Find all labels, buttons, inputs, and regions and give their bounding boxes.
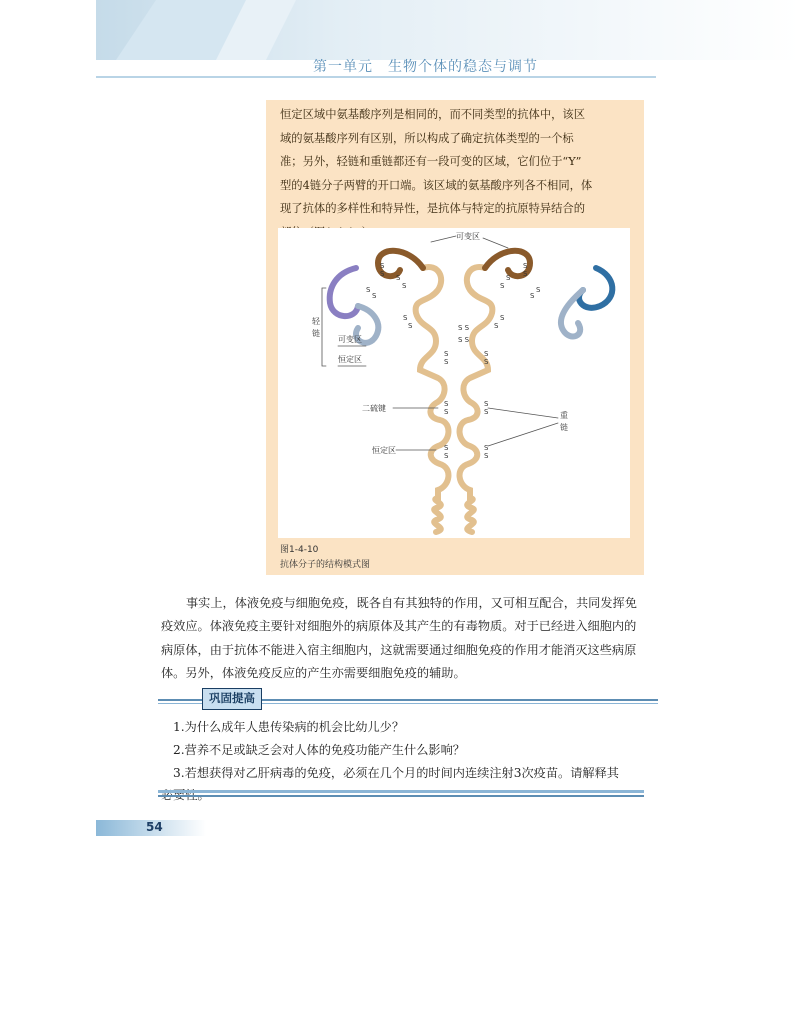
- svg-text:S: S: [444, 400, 449, 408]
- info-line: 准；另外，轻链和重链都还有一段可变的区域，它们位于“Y”: [280, 155, 582, 168]
- svg-text:S: S: [444, 408, 449, 416]
- light-chain-right-constant: [561, 290, 583, 336]
- svg-text:S: S: [444, 350, 449, 358]
- header-rule: [96, 76, 656, 78]
- antibody-figure: [278, 228, 630, 538]
- label-light-variable: 可变区: [338, 335, 362, 344]
- label-disulfide: 二硫键: [362, 404, 386, 413]
- svg-text:S: S: [500, 314, 505, 322]
- label-light-chain-2: 链: [312, 329, 320, 338]
- svg-text:S: S: [444, 452, 449, 460]
- question-2: 2.营养不足或缺乏会对人体的免疫功能产生什么影响？: [173, 743, 465, 757]
- disulfide-bonds: [366, 262, 541, 460]
- running-header: 第一单元 生物个体的稳态与调节: [313, 59, 538, 75]
- figure-caption: 抗体分子的结构模式图: [280, 560, 371, 570]
- label-light-constant: 恒定区: [338, 355, 362, 364]
- label-heavy-chain-2: 链: [560, 423, 568, 432]
- svg-text:S: S: [366, 286, 371, 294]
- svg-text:S: S: [484, 358, 489, 366]
- light-chain-left-variable: [330, 268, 358, 316]
- info-line: 现了抗体的多样性和特异性，是抗体与特定的抗原特异结合的: [280, 202, 586, 215]
- svg-text:S: S: [484, 408, 489, 416]
- info-line: 域的氨基酸序列有区别，所以构成了确定抗体类型的一个标: [280, 131, 574, 145]
- page-number: 54: [146, 820, 163, 834]
- info-box-text: [280, 103, 632, 244]
- label-heavy-chain: 重: [560, 411, 568, 420]
- info-line: 恒定区域中氨基酸序列是相同的，而不同类型的抗体中，该区: [280, 108, 586, 121]
- svg-text:S: S: [403, 314, 408, 322]
- svg-text:S: S: [444, 358, 449, 366]
- bottom-rule-2: [158, 795, 644, 797]
- info-line: 型的4链分子两臂的开口端。该区域的氨基酸序列各不相同，体: [280, 178, 593, 192]
- body-paragraph: 事实上，体液免疫与细胞免疫，既各自有其独特的作用，又可相互配合，共同发挥免疫效应。体液免疫主要针对细胞外的病原体及其产生的有毒物质。对于已经进入细胞内的病原体，由于抗体不能进入宿主细胞内，这就需要通过细胞免疫的作用才能消灭这些病原体。另外，体液免疫反应的产生亦需要细胞免疫的辅助。: [161, 596, 637, 680]
- svg-text:S: S: [530, 292, 535, 300]
- label-constant: 恒定区: [372, 446, 396, 455]
- svg-text:S: S: [500, 282, 505, 290]
- heavy-variable-left: [378, 251, 423, 276]
- header-decoration: [96, 0, 800, 60]
- svg-text:S S: S S: [458, 324, 470, 332]
- figure-caption-number: 图1-4-10: [280, 545, 319, 555]
- svg-text:S: S: [372, 292, 377, 300]
- bottom-rule: [158, 790, 644, 793]
- svg-text:S: S: [408, 322, 413, 330]
- svg-text:S: S: [523, 270, 528, 278]
- svg-text:S: S: [396, 274, 401, 282]
- svg-text:S: S: [484, 350, 489, 358]
- svg-text:S S: S S: [458, 336, 470, 344]
- svg-text:S: S: [484, 444, 489, 452]
- svg-text:S: S: [536, 286, 541, 294]
- svg-text:S: S: [444, 444, 449, 452]
- antibody-diagram: [278, 228, 630, 538]
- question-1: 1.为什么成年人患传染病的机会比幼儿少？: [173, 720, 405, 734]
- label-light-chain: 轻: [312, 317, 320, 326]
- svg-text:S: S: [484, 452, 489, 460]
- question-3: 3.若想获得对乙肝病毒的免疫，必须在几个月的时间内连续注射3次疫苗。请解释其: [173, 766, 619, 780]
- label-variable-region: 可变区: [456, 232, 480, 241]
- svg-text:S: S: [506, 274, 511, 282]
- svg-text:S: S: [380, 270, 385, 278]
- svg-text:S: S: [380, 262, 385, 270]
- svg-text:S: S: [523, 262, 528, 270]
- svg-text:S: S: [484, 400, 489, 408]
- svg-text:S: S: [402, 282, 407, 290]
- svg-text:S: S: [494, 322, 499, 330]
- light-chain-bracket: [322, 288, 326, 366]
- section-title: 巩固提高: [202, 688, 262, 710]
